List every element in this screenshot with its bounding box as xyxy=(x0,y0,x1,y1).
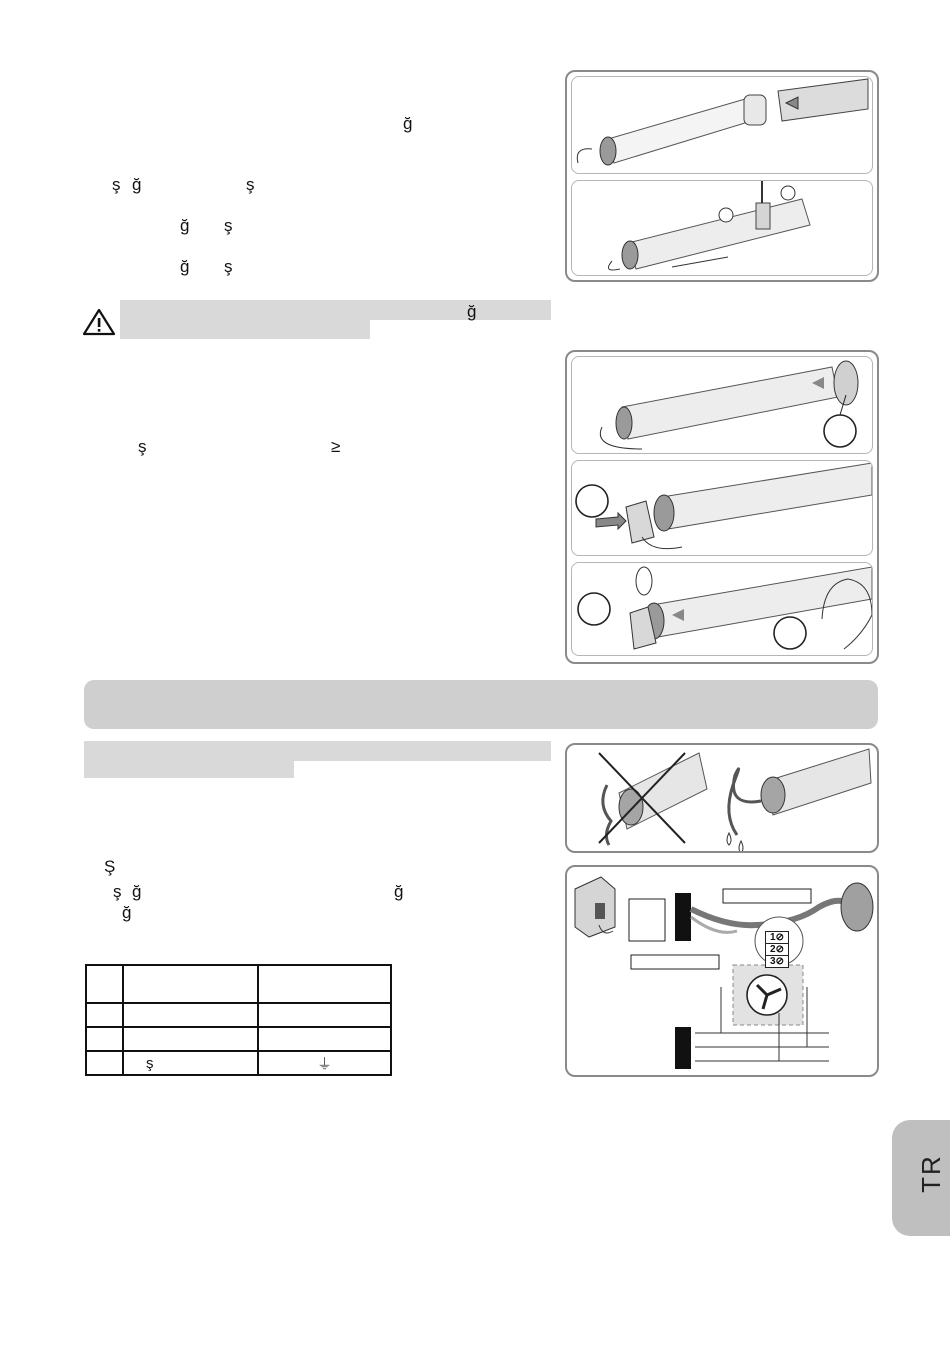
figure-step-insert-adapter xyxy=(571,76,873,174)
terminal-1: 1⊘ xyxy=(765,931,789,944)
note-band-second-line xyxy=(84,761,294,778)
table-cell xyxy=(86,1003,123,1027)
language-tab-label: TR xyxy=(915,1154,946,1193)
table-cell xyxy=(86,1051,123,1075)
motor-tube-illustration xyxy=(608,181,810,270)
cable-wrong-illustration xyxy=(599,753,707,845)
motor-tube-illustration xyxy=(577,79,868,165)
text-fragment: ş xyxy=(138,437,147,456)
text-fragment: ş xyxy=(113,882,122,901)
table-cell xyxy=(258,1027,391,1051)
figure-step-end-cap xyxy=(571,356,873,454)
text-fragment: ğ xyxy=(180,216,190,235)
table-cell xyxy=(123,1027,258,1051)
text-fragment: Ş xyxy=(104,857,116,876)
figure-wiring-diagram xyxy=(565,865,879,1077)
circuit-breaker-illustration xyxy=(575,877,615,937)
figure-step-bracket xyxy=(571,460,873,556)
table-row xyxy=(86,1027,391,1051)
text-fragment: ğ xyxy=(403,114,413,133)
warning-icon xyxy=(84,310,114,334)
earth-symbol-cell: ⏚ xyxy=(258,1051,391,1075)
figure-motor-mounting xyxy=(565,350,879,664)
table-cell: ş xyxy=(123,1051,258,1075)
switch-box xyxy=(629,899,665,941)
section-header-bar xyxy=(84,680,878,729)
table-cell xyxy=(258,965,391,1003)
warning-band-second-line xyxy=(120,320,370,339)
text-fragment: ş xyxy=(246,175,255,194)
text-fragment: ğ xyxy=(122,903,132,922)
text-fragment: ş xyxy=(112,175,121,194)
text-fragment: ≥ xyxy=(331,437,341,456)
terminal-3: 3⊘ xyxy=(765,956,789,968)
text-fragment: ş xyxy=(224,257,233,276)
note-band xyxy=(84,741,551,761)
cable-correct-illustration xyxy=(727,749,871,851)
table-cell xyxy=(258,1003,391,1027)
text-fragment: ğ xyxy=(180,257,190,276)
table-cell xyxy=(123,1003,258,1027)
motor-tube-illustration xyxy=(578,567,872,649)
figure-step-fix-screws xyxy=(571,180,873,276)
table-row xyxy=(86,1003,391,1027)
label-box-top xyxy=(723,889,811,903)
terminal-2: 2⊘ xyxy=(765,944,789,956)
table-row xyxy=(86,965,391,1003)
table-cell xyxy=(86,965,123,1003)
motor-head xyxy=(841,883,873,931)
wiring-table xyxy=(85,964,392,1076)
terminal-block xyxy=(765,931,789,968)
text-fragment: ğ xyxy=(467,302,477,321)
power-block xyxy=(675,893,691,941)
text-fragment: ğ xyxy=(132,175,142,194)
figure-tube-assembly xyxy=(565,70,879,282)
table-cell xyxy=(123,965,258,1003)
supply-block xyxy=(675,1027,691,1069)
language-tab xyxy=(892,1120,950,1236)
warning-band xyxy=(120,300,551,320)
table-cell xyxy=(86,1027,123,1051)
text-fragment: ş xyxy=(224,216,233,235)
motor-tube-illustration xyxy=(576,463,872,549)
text-fragment: ğ xyxy=(132,882,142,901)
motor-tube-illustration xyxy=(600,361,858,449)
label-box-bottom xyxy=(631,955,719,969)
figure-cable-loop xyxy=(565,743,879,853)
table-row xyxy=(86,1051,391,1075)
text-fragment: ğ xyxy=(394,882,404,901)
figure-step-clip xyxy=(571,562,873,656)
